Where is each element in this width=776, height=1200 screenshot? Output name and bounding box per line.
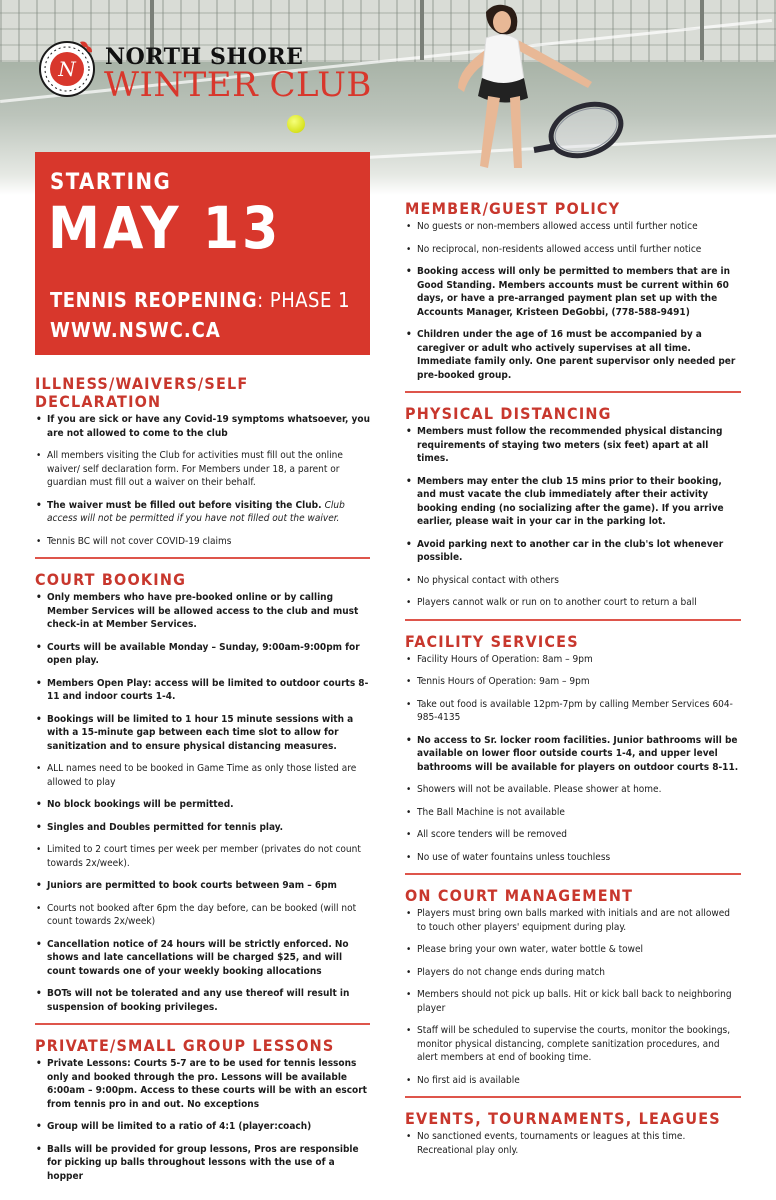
list-item: • Balls will be provided for group lessons, Pros are responsible for picking up balls throughout lessons with the use of a hopper — [35, 1143, 370, 1184]
section-member-guest — [405, 200, 741, 382]
list-item: • Bookings will be limited to 1 hour 15 minute sessions with a with a 15-minute gap between each time slot to allow for sanitization and to ensure physical distancing measures. — [35, 713, 370, 754]
list-item: • Singles and Doubles permitted for tennis play. — [35, 821, 370, 835]
section-divider — [405, 619, 741, 621]
starting-label: STARTING — [50, 170, 172, 195]
fence-post — [700, 0, 704, 60]
section-title: ON COURT MANAGEMENT — [405, 886, 634, 905]
fence-post — [420, 0, 424, 60]
start-date: MAY 13 — [48, 194, 282, 262]
waiver-required: The waiver must be filled out before visiting the Club. — [47, 499, 322, 511]
list-item: • Members should not pick up balls. Hit or kick ball back to neighboring player — [405, 988, 741, 1015]
left-column — [35, 375, 370, 1192]
section-on-court — [405, 887, 741, 1087]
section-title: COURT BOOKING — [35, 570, 187, 589]
section-divider — [35, 557, 370, 559]
member-guest-list — [405, 220, 741, 382]
list-item: • Courts will be available Monday – Sunday, 9:00am-9:00pm for open play. — [35, 641, 370, 668]
nswc-logo-icon — [36, 36, 98, 98]
facility-list — [405, 653, 741, 865]
lessons-list — [35, 1057, 370, 1183]
website-link[interactable]: WWW.NSWC.CA — [50, 318, 221, 342]
list-item: • No first aid is available — [405, 1074, 741, 1088]
list-item: • Avoid parking next to another car in the club's lot whenever possible. — [405, 538, 741, 565]
section-title: ILLNESS/WAIVERS/SELF DECLARATION — [35, 374, 249, 411]
list-item: • Showers will not be available. Please shower at home. — [405, 783, 741, 797]
list-item: • Members Open Play: access will be limited to outdoor courts 8-11 and indoor courts 1-4. — [35, 677, 370, 704]
list-item: • Facility Hours of Operation: 8am – 9pm — [405, 653, 741, 667]
court-booking-list — [35, 591, 370, 1014]
list-item: • Juniors are permitted to book courts between 9am – 6pm — [35, 879, 370, 893]
list-item: • Private Lessons: Courts 5-7 are to be used for tennis lessons only and booked through the pro. Lessons will be available 6:00am – 9:00pm. Access to these courts will be with an escort from tennis pro in and out. No exceptions — [35, 1057, 370, 1111]
list-item: • All score tenders will be removed — [405, 828, 741, 842]
announcement-box — [35, 152, 370, 355]
list-item: • ALL names need to be booked in Game Time as only those listed are allowed to play — [35, 762, 370, 789]
list-item: • Only members who have pre-booked online or by calling Member Services will be allowed access to the club and must check-in at Member Services. — [35, 591, 370, 632]
section-divider — [405, 873, 741, 875]
reopening-phase: : PHASE 1 — [257, 288, 351, 312]
section-divider — [405, 391, 741, 393]
section-title: PHYSICAL DISTANCING — [405, 404, 612, 423]
list-item: • Please bring your own water, water bottle & towel — [405, 943, 741, 957]
list-item: • No sanctioned events, tournaments or leagues at this time. Recreational play only. — [405, 1130, 741, 1157]
on-court-list — [405, 907, 741, 1087]
section-divider — [35, 1023, 370, 1025]
section-title: PRIVATE/SMALL GROUP LESSONS — [35, 1036, 335, 1055]
list-item: • BOTs will not be tolerated and any use thereof will result in suspension of booking privileges. — [35, 987, 370, 1014]
section-court-booking — [35, 571, 370, 1014]
list-item — [35, 499, 370, 526]
brand-name-bottom: WINTER CLUB — [104, 65, 372, 105]
list-item: • No block bookings will be permitted. — [35, 798, 370, 812]
section-title: MEMBER/GUEST POLICY — [405, 199, 621, 218]
list-item: • Children under the age of 16 must be accompanied by a caregiver or adult who actively supervises at all time. Immediate family only. One parent supervisor only needed per pre-booked group. — [405, 328, 741, 382]
list-item: • All members visiting the Club for activities must fill out the online waiver/ self declaration form. For Members under 18, a parent or guardian must fill out a waiver on their behalf. — [35, 449, 370, 490]
list-item: • Take out food is available 12pm-7pm by calling Member Services 604-985-4135 — [405, 698, 741, 725]
section-events — [405, 1110, 741, 1157]
section-lessons — [35, 1037, 370, 1183]
list-item: • Tennis Hours of Operation: 9am – 9pm — [405, 675, 741, 689]
events-list — [405, 1130, 741, 1157]
reopening-bold: TENNIS REOPENING — [50, 288, 258, 312]
list-item: • No access to Sr. locker room facilities. Junior bathrooms will be available on lower floor outside courts 1-4, and upper level bathrooms will be available for players on outdoor courts 8-11. — [405, 734, 741, 775]
svg-text:N: N — [58, 57, 76, 81]
tennis-player-image — [448, 0, 628, 195]
list-item: • Cancellation notice of 24 hours will be strictly enforced. No shows and late cancellations will be charged $25, and will count towards one of your weekly booking allocations — [35, 938, 370, 979]
section-distancing — [405, 405, 741, 610]
list-item: • No guests or non-members allowed access until further notice — [405, 220, 741, 234]
list-item: • Staff will be scheduled to supervise the courts, monitor the bookings, monitor physical distancing, complete sanitization procedures, and alert members at end of booking time. — [405, 1024, 741, 1065]
list-item: • Players must bring own balls marked with initials and are not allowed to touch other players' equipment during play. — [405, 907, 741, 934]
reopening-title — [50, 288, 350, 312]
right-column — [405, 200, 741, 1166]
list-item: • Players do not change ends during match — [405, 966, 741, 980]
list-item: • Tennis BC will not cover COVID-19 claims — [35, 535, 370, 549]
tennis-ball-icon — [287, 115, 305, 133]
section-facility — [405, 633, 741, 865]
section-title: EVENTS, TOURNAMENTS, LEAGUES — [405, 1109, 721, 1128]
list-item: • Booking access will only be permitted to members that are in Good Standing. Members accounts must be current within 60 days, or have a pre-arranged payment plan set up with the Accounts Manager, Kristeen DeGobbi, (778-588-9491) — [405, 265, 741, 319]
list-item: • Group will be limited to a ratio of 4:1 (player:coach) — [35, 1120, 370, 1134]
list-item: • Members may enter the club 15 mins prior to their booking, and must vacate the club immediately after their activity booking ending (no socializing after the game). If you arrive earlier, please wait in your car in the parking lot. — [405, 475, 741, 529]
waiver-note: Club access will not be permitted if you have not filled out the waiver. — [47, 499, 345, 524]
illness-list — [35, 413, 370, 548]
list-item: • No reciprocal, non-residents allowed access until further notice — [405, 243, 741, 257]
list-item: • Courts not booked after 6pm the day before, can be booked (will not count towards 2x/week) — [35, 902, 370, 929]
list-item: • No physical contact with others — [405, 574, 741, 588]
list-item: • If you are sick or have any Covid-19 symptoms whatsoever, you are not allowed to come to the club — [35, 413, 370, 440]
list-item: • Members must follow the recommended physical distancing requirements of staying two meters (six feet) apart at all times. — [405, 425, 741, 466]
section-divider — [405, 1096, 741, 1098]
list-item: • The Ball Machine is not available — [405, 806, 741, 820]
distancing-list — [405, 425, 741, 610]
section-illness — [35, 375, 370, 548]
list-item: • Players cannot walk or run on to another court to return a ball — [405, 596, 741, 610]
section-title: FACILITY SERVICES — [405, 631, 579, 651]
list-item: • Limited to 2 court times per week per member (privates do not count towards 2x/week). — [35, 843, 370, 870]
brand-name-top: NORTH SHORE — [105, 44, 304, 70]
list-item: • No use of water fountains unless touchless — [405, 851, 741, 865]
